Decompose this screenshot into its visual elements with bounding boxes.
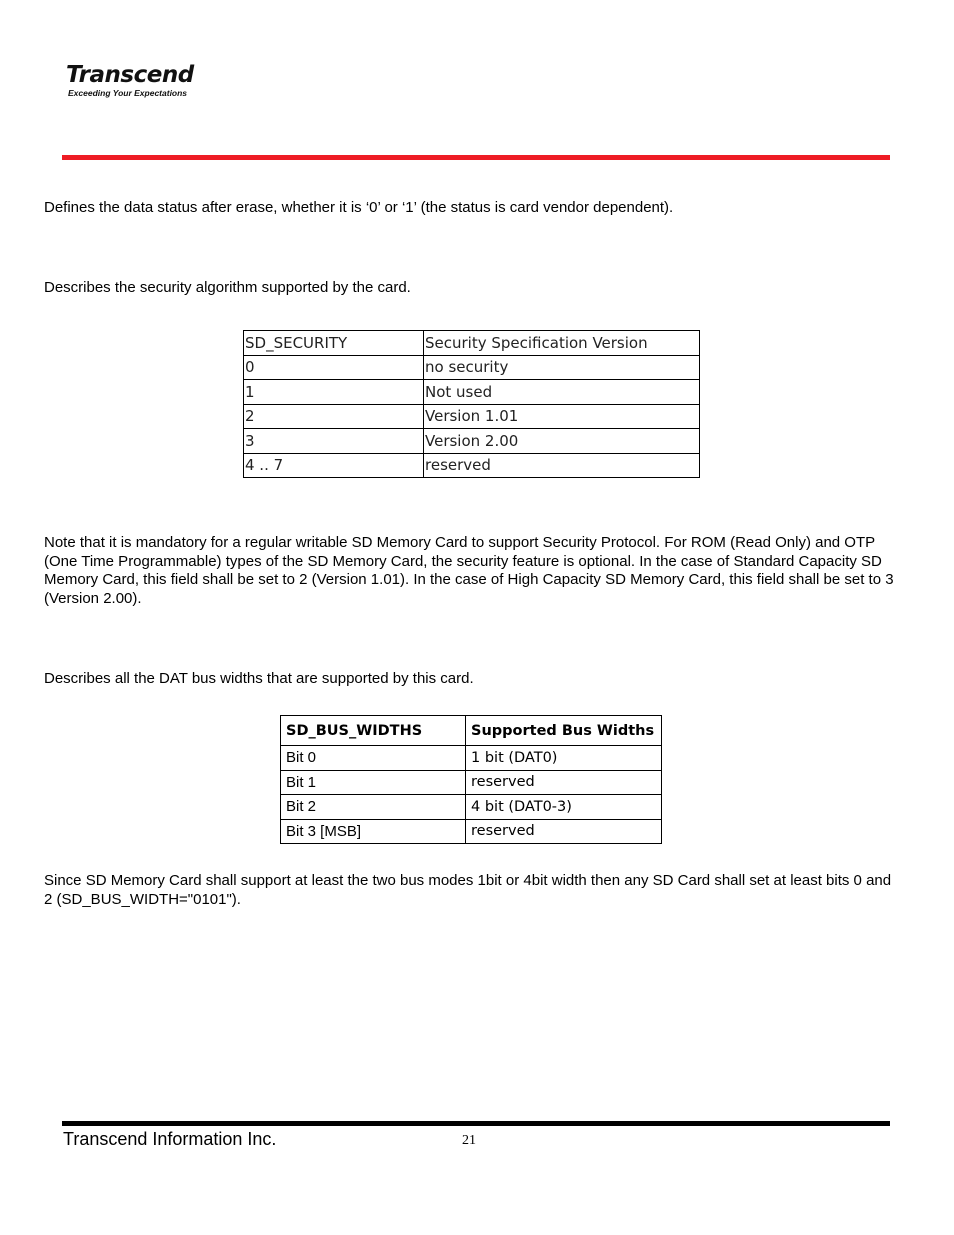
table-header-cell: SD_BUS_WIDTHS: [281, 716, 466, 746]
table-row: [281, 795, 662, 820]
table-row: [281, 746, 662, 771]
table-cell: reserved: [424, 453, 700, 478]
table-row: [244, 355, 700, 380]
table-cell: 1 bit (DAT0): [466, 746, 662, 771]
table-cell: 4 bit (DAT0-3): [466, 795, 662, 820]
table-header-row: [244, 331, 700, 356]
table-row: [281, 819, 662, 844]
table-header-cell: Security Specification Version: [424, 331, 700, 356]
table-row: [281, 770, 662, 795]
footer-divider: [62, 1121, 890, 1126]
table-header-row: [281, 716, 662, 746]
table-header-cell: Supported Bus Widths: [466, 716, 662, 746]
table-row: [244, 429, 700, 454]
logo-tagline: Exceeding Your Expectations: [68, 88, 188, 98]
table-row: [244, 380, 700, 405]
table-cell: 1: [244, 380, 424, 405]
bus-widths-table: [280, 715, 662, 844]
table-cell: 0: [244, 355, 424, 380]
table-cell: no security: [424, 355, 700, 380]
table-cell: Bit 3 [MSB]: [281, 819, 466, 844]
bus-intro-paragraph: Describes all the DAT bus widths that are supported by this card.: [44, 670, 474, 687]
table-row: [244, 404, 700, 429]
transcend-logo: [66, 62, 194, 98]
table-cell: reserved: [466, 770, 662, 795]
security-note-paragraph: Note that it is mandatory for a regular writable SD Memory Card to support Security Protocol. For ROM (Read Only) and OTP (One Time Programmable) types of the SD Memory Card, the security feature is optional. In the case of Standard Capacity SD Memory Card, this field shall be set to 2 (Version 1.01). In the case of High Capacity SD Memory Card, this field shall be set to 3 (Version 2.00).: [44, 534, 894, 607]
table-cell: 4 .. 7: [244, 453, 424, 478]
table-cell: Bit 2: [281, 795, 466, 820]
table-cell: Bit 1: [281, 770, 466, 795]
bus-note-paragraph: Since SD Memory Card shall support at least the two bus modes 1bit or 4bit width then any SD Card shall set at least bits 0 and 2 (SD_BUS_WIDTH="0101").: [44, 872, 892, 908]
table-cell: Bit 0: [281, 746, 466, 771]
table-cell: reserved: [466, 819, 662, 844]
footer-company: Transcend Information Inc.: [63, 1129, 277, 1149]
header-divider: [62, 155, 890, 160]
table-cell: Not used: [424, 380, 700, 405]
table-cell: 2: [244, 404, 424, 429]
table-cell: Version 1.01: [424, 404, 700, 429]
table-header-cell: SD_SECURITY: [244, 331, 424, 356]
table-cell: Version 2.00: [424, 429, 700, 454]
table-cell: 3: [244, 429, 424, 454]
security-table: [243, 330, 700, 478]
table-row: [244, 453, 700, 478]
security-intro-paragraph: Describes the security algorithm supported by the card.: [44, 279, 411, 296]
page-number: 21: [462, 1133, 476, 1148]
logo-name: Transcend: [66, 62, 194, 88]
erase-status-paragraph: Defines the data status after erase, whether it is ‘0’ or ‘1’ (the status is card vendor dependent).: [44, 199, 674, 216]
